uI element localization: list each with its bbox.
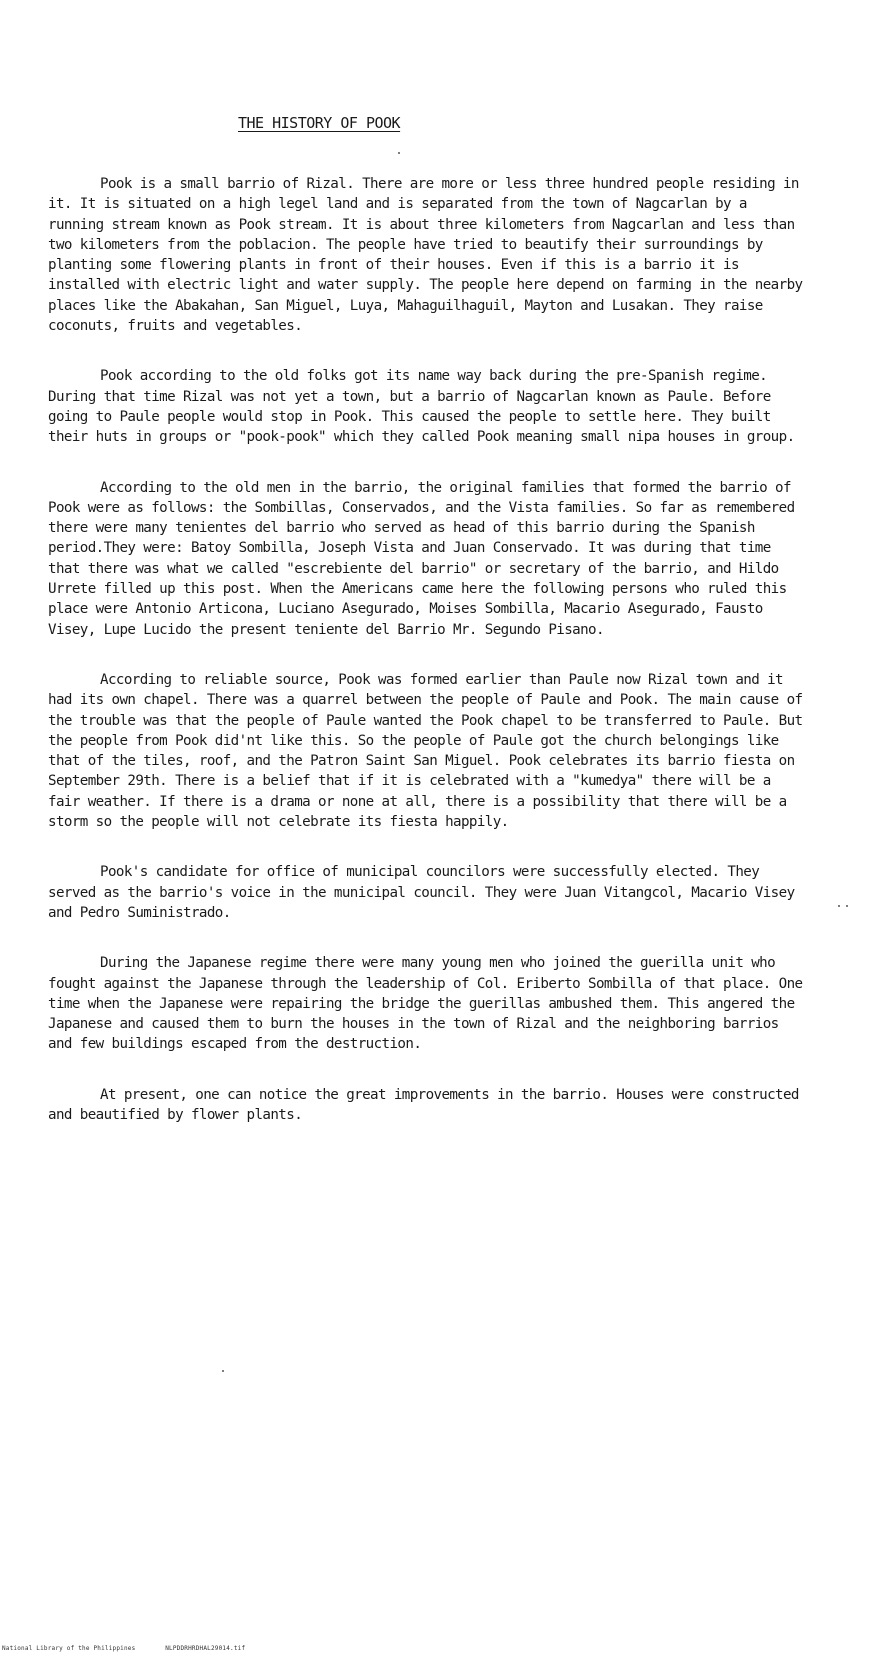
paragraph-1: Pook is a small barrio of Rizal. There are more or less three hundred people residing in it. It is situated on a high legel land and is separated from the town of Nagcarlan by a running stream known as Pook stream. It is about three kilometers from Nagcarlan and less than two kilometers from the poblacion. The people have tried to beautify their surroundings by planting some flowering plants in front of their houses. Even if this is a barrio it is installed with electric light and water supply. The people here depend on farming in the nearby places like the Abakahan, San Miguel, Luya, Mahaguilhaguil, Mayton and Lusakan. They raise coconuts, fruits and vegetables. (48, 176, 803, 335)
scan-footer (2, 1645, 271, 1652)
document-title: THE HISTORY OF POOK (238, 114, 401, 132)
footer-library: National Library of the Philippines (2, 1645, 136, 1652)
scan-speck (838, 905, 840, 907)
footer-file-id: NLPDDRHRDHAL29014.tif (165, 1645, 246, 1652)
paragraph-5: Pook's candidate for office of municipal councilors were successfully elected. They served as the barrio's voice in the municipal council. They were Juan Vitangcol, Macario Visey and Pedro Suministrado. (48, 864, 795, 921)
paragraph-6: During the Japanese regime there were many young men who joined the guerilla unit who fought against the Japanese through the leadership of Col. Eriberto Sombilla of that place. One time when the Japanese were repairing the bridge the guerillas ambushed them. This angered the Japanese and caused them to burn the houses in the town of Rizal and the neighboring barrios and few buildings escaped from the destruction. (48, 955, 803, 1053)
paragraph-3: According to the old men in the barrio, the original families that formed the barrio of Pook were as follows: the Sombillas, Conservados, and the Vista families. So far as remembered there were many tenientes del barrio who served as head of this barrio during the Spanish period.They were: Batoy Sombilla, Joseph Vista and Juan Conservado. It was during that time that there was what we called "escrebiente del barrio" or secretary of the barrio, and Hildo Urrete filled up this post. When the Americans came here the following persons who ruled this place were Antonio Articona, Luciano Asegurado, Moises Sombilla, Macario Asegurado, Fausto Visey, Lupe Lucido the present teniente del Barrio Mr. Segundo Pisano. (48, 479, 795, 638)
scan-speck (846, 905, 848, 907)
scan-speck (222, 1370, 224, 1372)
paragraph-2: Pook according to the old folks got its name way back during the pre-Spanish regime. During that time Rizal was not yet a town, but a barrio of Nagcarlan known as Paule. Before going to Paule people would stop in Pook. This caused the people to settle here. They built their huts in groups or "pook-pook" which they called Pook meaning small nipa houses in group. (48, 368, 795, 446)
scan-speck (398, 152, 400, 154)
paragraph-4: According to reliable source, Pook was formed earlier than Paule now Rizal town and it had its own chapel. There was a quarrel between the people of Paule and Pook. The main cause of the trouble was that the people of Paule wanted the Pook chapel to be transferred to Paule. But the people from Pook did'nt like this. So the people of Paule got the church belongings like that of the tiles, roof, and the Patron Saint San Miguel. Pook celebrates its barrio fiesta on September 29th. There is a belief that if it is celebrated with a "kumedya" there will be a fair weather. If there is a drama or none at all, there is a possibility that there will be a storm so the people will not celebrate its fiesta happily. (48, 671, 803, 831)
paragraph-7: At present, one can notice the great improvements in the barrio. Houses were constructed and beautified by flower plants. (48, 1086, 799, 1123)
document-body (48, 174, 808, 1155)
